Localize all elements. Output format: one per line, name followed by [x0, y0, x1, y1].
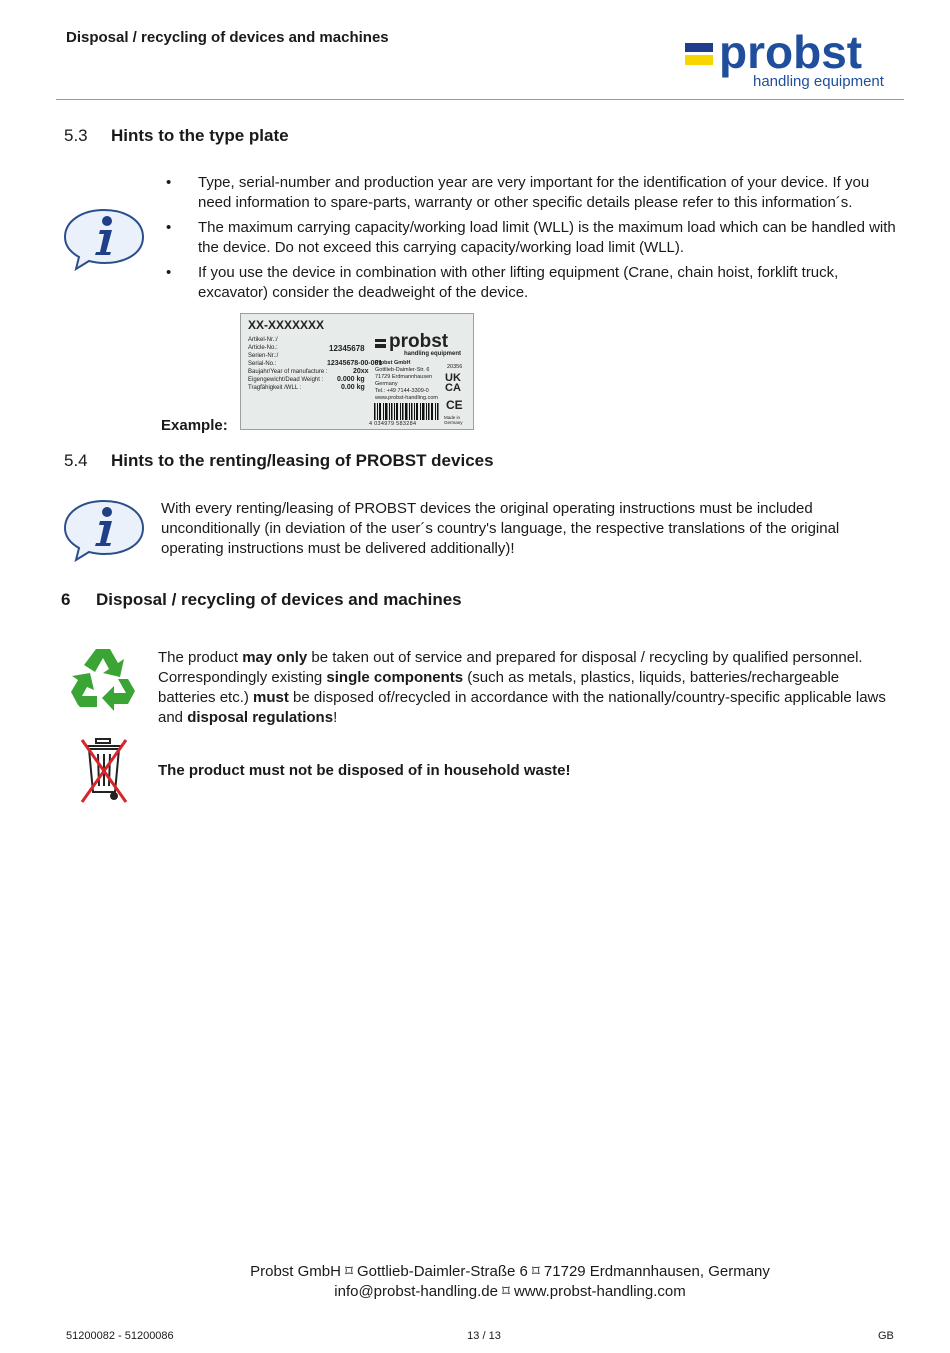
logo-bar-blue [685, 43, 713, 52]
plate-logo-word: probst [389, 331, 449, 352]
plate-label: Serien-Nr.:/ [248, 353, 279, 359]
plate-label: Eigengewicht/Dead Weight : [248, 377, 324, 383]
logo-word: probst [719, 26, 863, 78]
info-icon [62, 206, 146, 272]
plate-logo-bar [375, 344, 386, 348]
barcode-text: 4 034979 583284 [369, 421, 417, 427]
section-number: 5.3 [64, 126, 88, 145]
plate-article-no: 12345678 [329, 344, 365, 353]
plate-company-line: 71729 Erdmannhausen [375, 374, 433, 380]
logo-bar-yellow [685, 55, 713, 65]
list-item: • If you use the device in combination with other lifting equipment (Crane, chain hoist, forklift truck, excavator) consider the deadweight of the device. [161, 263, 903, 303]
plate-logo-sub: handling equipment [404, 351, 461, 357]
plate-year: 20xx [353, 368, 369, 375]
emphasis-must: must [253, 689, 289, 706]
plate-serial-no: 12345678-00-001 [327, 360, 383, 367]
plate-logo-bar [375, 339, 386, 342]
text-run: (such as metals, plastics, liquids, batteries/rechargeable batteries etc.) [158, 669, 840, 706]
plate-code-small: 20356 [447, 364, 463, 370]
text-run: be disposed of/recycled in accordance with the nationally/country-specific applicable laws and [158, 689, 886, 726]
plate-dead-weight: 0.000 kg [337, 376, 365, 383]
emphasis-single-components: single components [326, 669, 464, 686]
plate-company [375, 360, 438, 402]
plate-code: XX-XXXXXXX [248, 318, 325, 332]
plate-label: Tragfähigkeit /WLL : [248, 385, 302, 391]
household-waste-warning: The product must not be disposed of in household waste! [158, 762, 571, 779]
plate-company-line: www.probst-handling.com [375, 395, 438, 401]
plate-label: Serial-No.: [248, 361, 277, 367]
language-code: GB [878, 1330, 894, 1342]
section-title: Hints to the renting/leasing of PROBST devices [111, 451, 494, 470]
crossed-out-bin-icon [78, 736, 130, 804]
section-number: 5.4 [64, 451, 88, 470]
footer-contact: info@probst-handling.de ⌑ www.probst-handling.com [334, 1283, 686, 1300]
logo-subtitle: handling equipment [753, 73, 884, 90]
header-divider [56, 99, 904, 100]
type-plate-image [240, 313, 474, 430]
info-icon [62, 497, 146, 563]
plate-company-line: Tel.: +49 7144-3309-0 [375, 388, 429, 394]
list-item: • Type, serial-number and production year are very important for the identification of your device. If you need information to spare-parts, warranty or other specific details please refer to this information´s. [161, 173, 903, 213]
plate-label: Artikel-Nr.:/ [248, 337, 278, 343]
example-label: Example: [161, 417, 228, 434]
ukca-mark [445, 373, 461, 393]
plate-label: Baujahr/Year of manufacture : [248, 369, 328, 375]
recycle-icon [66, 645, 140, 717]
section-title: Hints to the type plate [111, 126, 289, 145]
ce-mark: CE [446, 398, 463, 412]
page-number: 13 / 13 [467, 1330, 501, 1342]
section-5-3-heading [64, 126, 289, 146]
section-number: 6 [61, 590, 71, 609]
renting-leasing-text: With every renting/leasing of PROBST devices the original operating instructions must be included unconditionally (in deviation of the user´s country's language, the respective translations of the original operating instructions must be delivered additionally)! [161, 500, 840, 557]
barcode-icon [374, 403, 440, 420]
plate-label: Article-No.: [248, 345, 278, 351]
plate-made-in: Made in Germany [444, 415, 463, 425]
section-title: Disposal / recycling of devices and machines [96, 590, 462, 609]
header-title: Disposal / recycling of devices and machines [66, 29, 389, 46]
section-6-heading [61, 590, 462, 610]
plate-wll: 0.00 kg [341, 384, 365, 391]
document-number: 51200082 - 51200086 [66, 1330, 174, 1342]
section-5-4-heading [64, 451, 494, 471]
emphasis-disposal-regulations: disposal regulations [187, 709, 334, 726]
ca-mark: CA [445, 382, 461, 394]
plate-company-line: Probst GmbH [375, 360, 411, 366]
plate-company-line: Gottlieb-Daimler-Str. 6 [375, 367, 430, 373]
list-item: • The maximum carrying capacity/working load limit (WLL) is the maximum load which can be handled with the device. Do not exceed this carrying capacity/working load limit (WLL). [161, 218, 903, 258]
emphasis-may-only: may only [242, 649, 308, 666]
text-run: ! [333, 709, 338, 726]
uk-mark: UK [445, 372, 461, 384]
text-run: The product [158, 649, 243, 666]
probst-logo [683, 26, 895, 93]
disposal-paragraph [158, 648, 898, 728]
plate-labels [248, 336, 328, 392]
plate-company-line: Germany [375, 381, 398, 387]
footer-address: Probst GmbH ⌑ Gottlieb-Daimler-Straße 6 ⌑ 71729 Erdmannhausen, Germany [250, 1263, 770, 1280]
text-run: be taken out of service and prepared for disposal / recycling by qualified personnel. Correspondingly existing [158, 649, 863, 686]
type-plate-hints-list [161, 173, 903, 308]
